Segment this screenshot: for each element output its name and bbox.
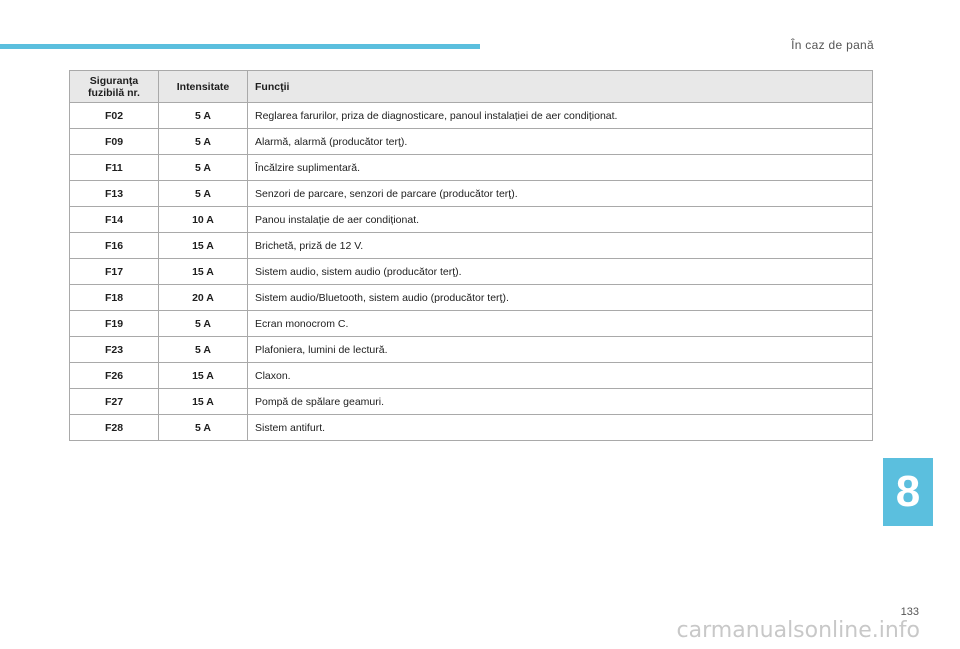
column-header-functions: Funcţii [248, 71, 873, 103]
table-row [70, 181, 873, 207]
table-header-row [70, 71, 873, 103]
functions-cell: Plafoniera, lumini de lectură. [248, 337, 873, 363]
intensity-cell: 20 A [159, 285, 248, 311]
intensity-cell: 15 A [159, 363, 248, 389]
watermark: carmanualsonline.info [676, 618, 920, 643]
intensity-cell: 5 A [159, 181, 248, 207]
functions-cell: Ecran monocrom C. [248, 311, 873, 337]
intensity-cell: 5 A [159, 155, 248, 181]
fuse-number-cell: F23 [70, 337, 159, 363]
intensity-cell: 15 A [159, 389, 248, 415]
fuse-number-cell: F18 [70, 285, 159, 311]
fuse-number-cell: F28 [70, 415, 159, 441]
table-row [70, 259, 873, 285]
functions-cell: Pompă de spălare geamuri. [248, 389, 873, 415]
functions-cell: Sistem antifurt. [248, 415, 873, 441]
fuse-number-cell: F13 [70, 181, 159, 207]
fuse-table [69, 70, 873, 441]
table-row [70, 311, 873, 337]
functions-cell: Senzori de parcare, senzori de parcare (producător terţ). [248, 181, 873, 207]
functions-cell: Brichetă, priză de 12 V. [248, 233, 873, 259]
intensity-cell: 5 A [159, 311, 248, 337]
column-header-fuse: Siguranţa fuzibilă nr. [70, 71, 159, 103]
functions-cell: Panou instalație de aer condiționat. [248, 207, 873, 233]
fuse-number-cell: F14 [70, 207, 159, 233]
intensity-cell: 15 A [159, 233, 248, 259]
table-row [70, 285, 873, 311]
functions-cell: Încălzire suplimentară. [248, 155, 873, 181]
table-row [70, 415, 873, 441]
table-row [70, 337, 873, 363]
functions-cell: Sistem audio/Bluetooth, sistem audio (producător terţ). [248, 285, 873, 311]
fuse-number-cell: F16 [70, 233, 159, 259]
intensity-cell: 5 A [159, 415, 248, 441]
functions-cell: Claxon. [248, 363, 873, 389]
chapter-number: 8 [895, 467, 921, 516]
table-row [70, 155, 873, 181]
page-number: 133 [900, 606, 919, 618]
fuse-number-cell: F02 [70, 103, 159, 129]
fuse-number-cell: F11 [70, 155, 159, 181]
header-accent-bar [0, 44, 480, 49]
fuse-number-cell: F26 [70, 363, 159, 389]
fuse-number-cell: F27 [70, 389, 159, 415]
functions-cell: Reglarea farurilor, priza de diagnosticare, panoul instalației de aer condiționat. [248, 103, 873, 129]
table-row [70, 103, 873, 129]
table-row [70, 389, 873, 415]
table-row [70, 207, 873, 233]
table-row [70, 233, 873, 259]
intensity-cell: 5 A [159, 103, 248, 129]
fuse-number-cell: F17 [70, 259, 159, 285]
functions-cell: Sistem audio, sistem audio (producător terţ). [248, 259, 873, 285]
intensity-cell: 5 A [159, 129, 248, 155]
column-header-intensity: Intensitate [159, 71, 248, 103]
section-title: În caz de pană [791, 38, 874, 52]
table-row [70, 363, 873, 389]
fuse-number-cell: F19 [70, 311, 159, 337]
intensity-cell: 5 A [159, 337, 248, 363]
table-row [70, 129, 873, 155]
intensity-cell: 15 A [159, 259, 248, 285]
fuse-number-cell: F09 [70, 129, 159, 155]
functions-cell: Alarmă, alarmă (producător terţ). [248, 129, 873, 155]
intensity-cell: 10 A [159, 207, 248, 233]
chapter-tab [883, 458, 933, 526]
